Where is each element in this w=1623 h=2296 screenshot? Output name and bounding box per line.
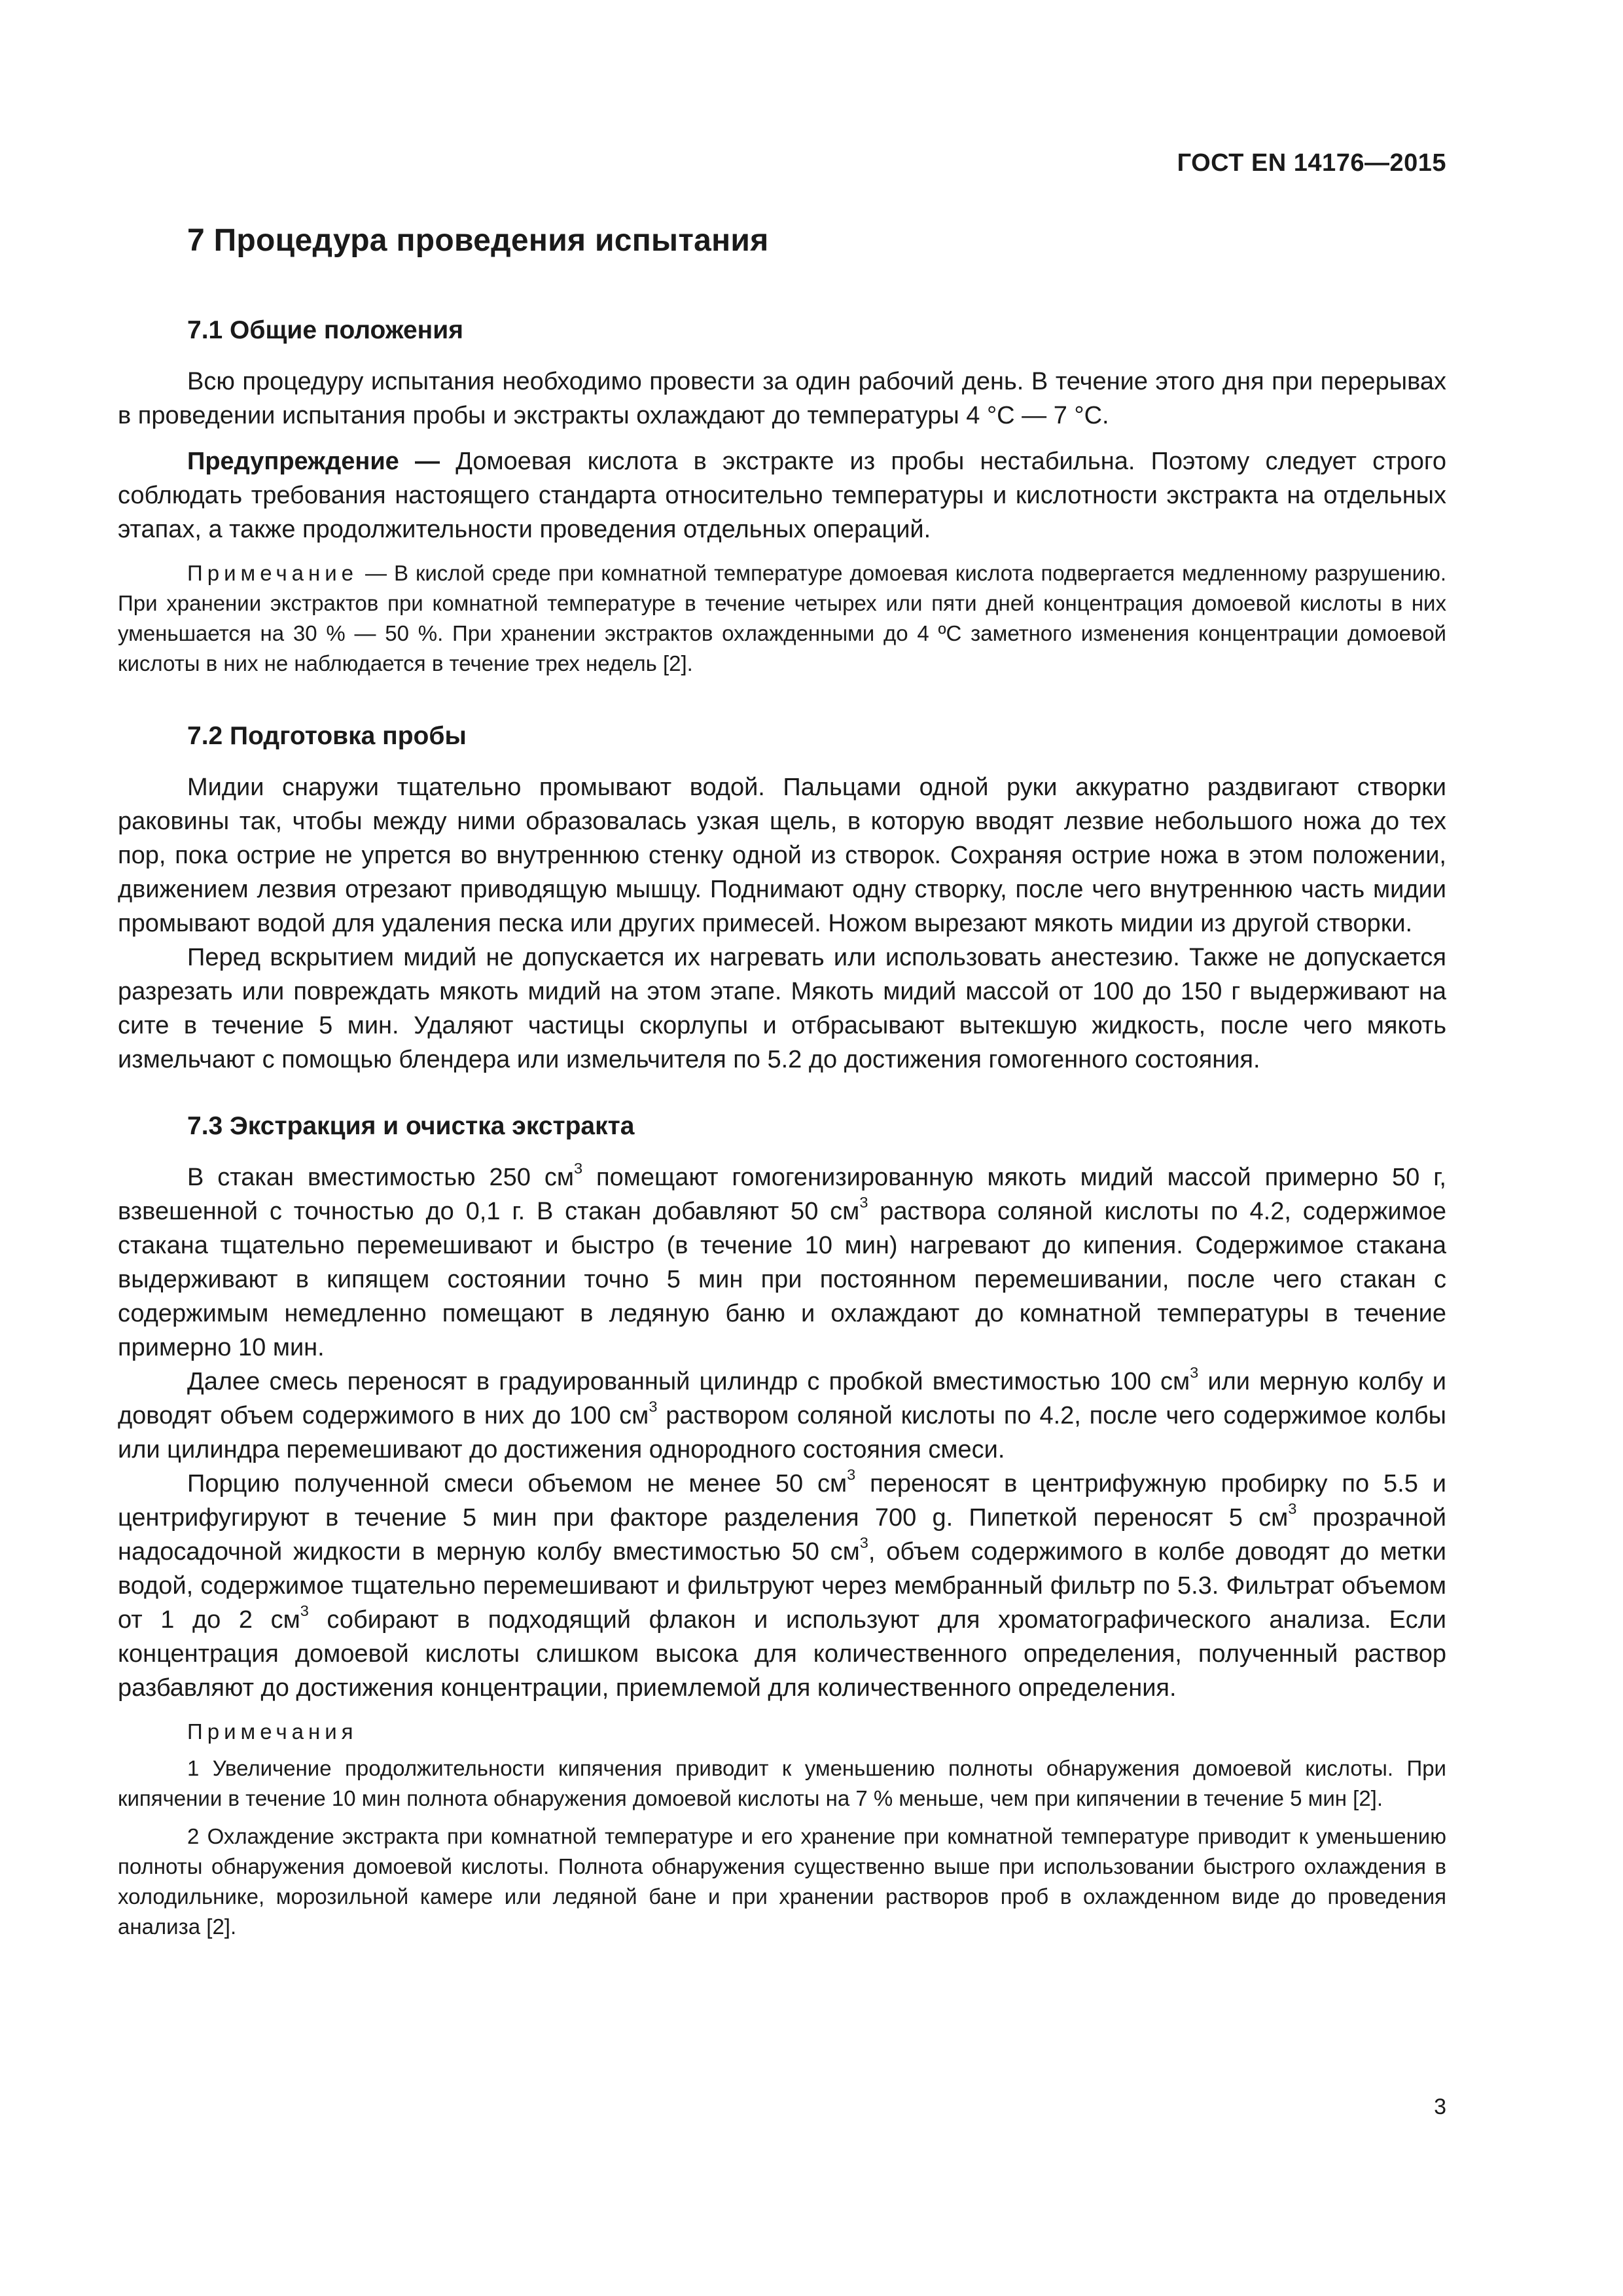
note-label: Примечание bbox=[187, 561, 359, 585]
paragraph-7-3-1: В стакан вместимостью 250 $см^3$ помещают гомогенизированную мякоть мидий массой примерно 50 г, взвешенной с точностью до 0,1 г. В стакан добавляют 50 $см^3$ раствора соляной кислоты по 4.2, содержимое стакана тщательно перемешивают и быстро (в течение 10 мин) нагревают до кипения. Содержимое стакана выдерживают в кипящем состоянии точно 5 мин при постоянном перемешивании, после чего стакан с содержимым немедленно помещают в ледяную баню и охлаждают до комнатной температуры в течение примерно 10 мин. bbox=[118, 1159, 1446, 1361]
subsection-7-2-title: 7.2 Подготовка пробы bbox=[187, 722, 467, 750]
section-title: 7 Процедура проведения испытания bbox=[187, 223, 769, 258]
note-7-1 bbox=[118, 558, 1446, 679]
superscript-3: 3 bbox=[649, 1397, 658, 1415]
warning-label: Предупреждение — bbox=[187, 448, 440, 475]
superscript-3: 3 bbox=[859, 1534, 868, 1551]
warning-paragraph bbox=[118, 444, 1446, 547]
subsection-7-1-title: 7.1 Общие положения bbox=[187, 316, 463, 344]
paragraph-7-2-1: Мидии снаружи тщательно промывают водой. Пальцами одной руки аккуратно раздвигают створки раковины так, чтобы между ними образовалась узкая щель, в которую вводят лезвие небольшого ножа до тех пор, пока острие не упрется во внутреннюю стенку одной из створок. Сохраняя острие ножа в этом положении, движением лезвия отрезают приводящую мышцу. Поднимают одну створку, после чего внутреннюю часть мидии промывают водой для удаления песка или других примесей. Ножом вырезают мякоть мидии из другой створки. bbox=[118, 774, 1446, 937]
warning-text: Домоевая кислота в экстракте из пробы нестабильна. Поэтому следует строго соблюдать требования настоящего стандарта относительно температуры и кислотности экстракта на отдельных этапах, а также продолжительности проведения отдельных операций. bbox=[118, 448, 1446, 543]
page-number: 3 bbox=[1434, 2094, 1446, 2119]
superscript-3: 3 bbox=[300, 1602, 309, 1619]
superscript-3: 3 bbox=[1190, 1363, 1199, 1381]
standard-code: ГОСТ EN 14176—2015 bbox=[1177, 149, 1446, 177]
note-1: 1 Увеличение продолжительности кипячения приводит к уменьшению полноты обнаружения домоевой кислоты. При кипячении в течение 10 мин полнота обнаружения домоевой кислоты на 7 % меньше, чем при кипячении в течение 5 мин [2]. bbox=[118, 1756, 1446, 1810]
superscript-3: 3 bbox=[859, 1193, 868, 1211]
paragraph-7-3-3: Порцию полученной смеси объемом не менее 50 $см^3$ переносят в центрифужную пробирку по 5.5 и центрифугируют в течение 5 мин при факторе разделения 700 g. Пипеткой переносят 5 $см^3$ прозрачной надосадочной жидкости в мерную колбу вместимостью 50 $см^3$, объем содержимого в колбе доводят до метки водой, содержимое тщательно перемешивают и фильтруют через мембранный фильтр по 5.3. Фильтрат объемом от 1 до 2 $см^3$ собирают в подходящий флакон и используют для хроматографического анализа. Если концентрация домоевой кислоты слишком высока для количественного определения, полученный раствор разбавляют до достижения концентрации, приемлемой для количественного определения. bbox=[118, 1465, 1446, 1702]
paragraph-7-3-2: Далее смесь переносят в градуированный цилиндр с пробкой вместимостью 100 $см^3$ или мерную колбу и доводят объем содержимого в них до 100 $см^3$ раствором соляной кислоты по 4.2, после чего содержимое колбы или цилиндра перемешивают до достижения однородного состояния смеси. bbox=[118, 1363, 1446, 1463]
paragraph-7-2-2: Перед вскрытием мидий не допускается их нагревать или использовать анестезию. Также не допускается разрезать или повреждать мякоть мидий на этом этапе. Мякоть мидий массой от 100 до 150 г выдерживают на сите в течение 5 мин. Удаляют частицы скорлупы и отбрасывают вытекшую жидкость, после чего мякоть измельчают с помощью блендера или измельчителя по 5.2 до достижения гомогенного состояния. bbox=[118, 944, 1446, 1073]
superscript-3: 3 bbox=[573, 1159, 583, 1177]
superscript-3: 3 bbox=[847, 1465, 856, 1483]
subsection-7-3-title: 7.3 Экстракция и очистка экстракта bbox=[187, 1112, 635, 1140]
notes-title: Примечания bbox=[187, 1719, 358, 1744]
page-content bbox=[118, 223, 1446, 1950]
paragraph-7-1-1: Всю процедуру испытания необходимо провести за один рабочий день. В течение этого дня при перерывах в проведении испытания пробы и экстракты охлаждают до температуры 4 °С — 7 °С. bbox=[118, 368, 1446, 429]
note-2: 2 Охлаждение экстракта при комнатной температуре и его хранение при комнатной температуре приводит к уменьшению полноты обнаружения домоевой кислоты. Полнота обнаружения существенно выше при использовании быстрого охлаждения в холодильнике, морозильной камере или ледяной бане и при хранении растворов проб в охлажденном виде до проведения анализа [2]. bbox=[118, 1824, 1446, 1939]
note-text: — В кислой среде при комнатной температуре домоевая кислота подвергается медленному разрушению. При хранении экстрактов при комнатной температуре в течение четырех или пяти дней концентрация домоевой кислоты в них уменьшается на 30 % — 50 %. При хранении экстрактов охлажденными до 4 ºС заметного изменения концентрации домоевой кислоты в них не наблюдается в течение трех недель [2]. bbox=[118, 561, 1446, 675]
superscript-3: 3 bbox=[1288, 1499, 1297, 1517]
